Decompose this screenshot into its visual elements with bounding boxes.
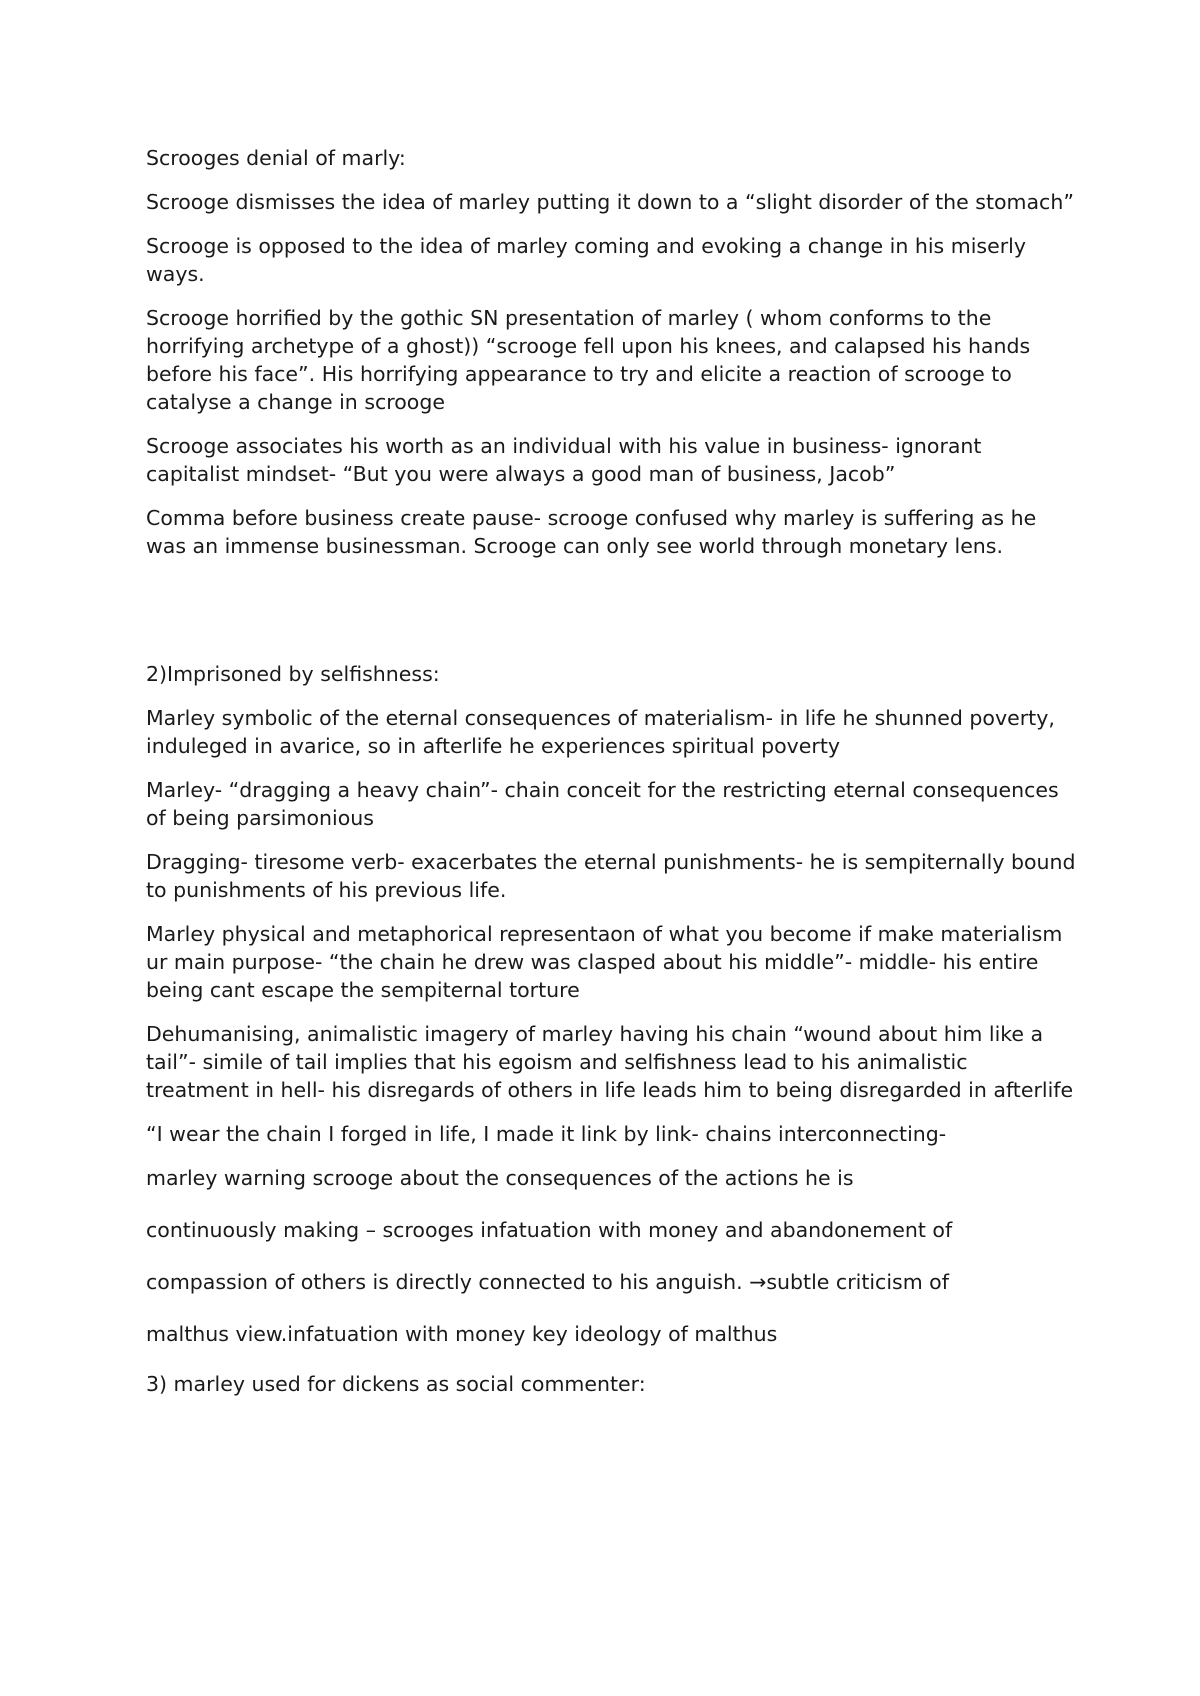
section1-paragraph: Scrooge is opposed to the idea of marley coming and evoking a change in his miserly ways.: [146, 234, 1026, 286]
section2-paragraph: Marley symbolic of the eternal consequences of materialism- in life he shunned poverty, induleged in avarice, so in afterlife he experiences spiritual poverty: [146, 706, 1055, 758]
section1-paragraph: Scrooge dismisses the idea of marley putting it down to a “slight disorder of the stomach”: [146, 190, 1074, 214]
wide-line: malthus view.infatuation with money key ideology of malthus: [146, 1322, 778, 1346]
section1-paragraph: Scrooge associates his worth as an individual with his value in business- ignorant capitalist mindset- “But you were always a good man of business, Jacob”: [146, 434, 982, 486]
section3-heading: 3) marley used for dickens as social commenter:: [146, 1372, 646, 1396]
section2-paragraph: Dehumanising, animalistic imagery of marley having his chain “wound about him like a tail”- simile of tail implies that his egoism and selfishness lead to his animalistic treatment in hell- his disregards of others in life leads him to being disregarded in afterlife: [146, 1022, 1074, 1102]
section2-quote-line: “I wear the chain I forged in life, I made it link by link- chains interconnecting-: [146, 1122, 947, 1146]
section2-wide-lines: [146, 1152, 1076, 1360]
wide-line: compassion of others is directly connected to his anguish. →subtle criticism of: [146, 1270, 949, 1294]
document-body: [146, 144, 1076, 1414]
section1-paragraph: Scrooge horrified by the gothic SN presentation of marley ( whom conforms to the horrifying archetype of a ghost)) “scrooge fell upon his knees, and calapsed his hands before his face”. His horrifying appearance to try and elicite a reaction of scrooge to catalyse a change in scrooge: [146, 306, 1031, 414]
wide-line: continuously making – scrooges infatuation with money and abandonement of: [146, 1218, 953, 1242]
section2-paragraph: Marley physical and metaphorical representaon of what you become if make materialism ur main purpose- “the chain he drew was clasped about his middle”- middle- his entire being cant escape the sempiternal torture: [146, 922, 1063, 1002]
section2-paragraph: Marley- “dragging a heavy chain”- chain conceit for the restricting eternal consequences of being parsimonious: [146, 778, 1059, 830]
section1-heading: Scrooges denial of marly:: [146, 146, 406, 170]
wide-line: marley warning scrooge about the consequences of the actions he is: [146, 1166, 854, 1190]
section1-paragraph: Comma before business create pause- scrooge confused why marley is suffering as he was an immense businessman. Scrooge can only see world through monetary lens.: [146, 506, 1037, 558]
section2-paragraph: Dragging- tiresome verb- exacerbates the eternal punishments- he is sempiternally bound to punishments of his previous life.: [146, 850, 1076, 902]
section2-heading: 2)Imprisoned by selfishness:: [146, 662, 440, 686]
